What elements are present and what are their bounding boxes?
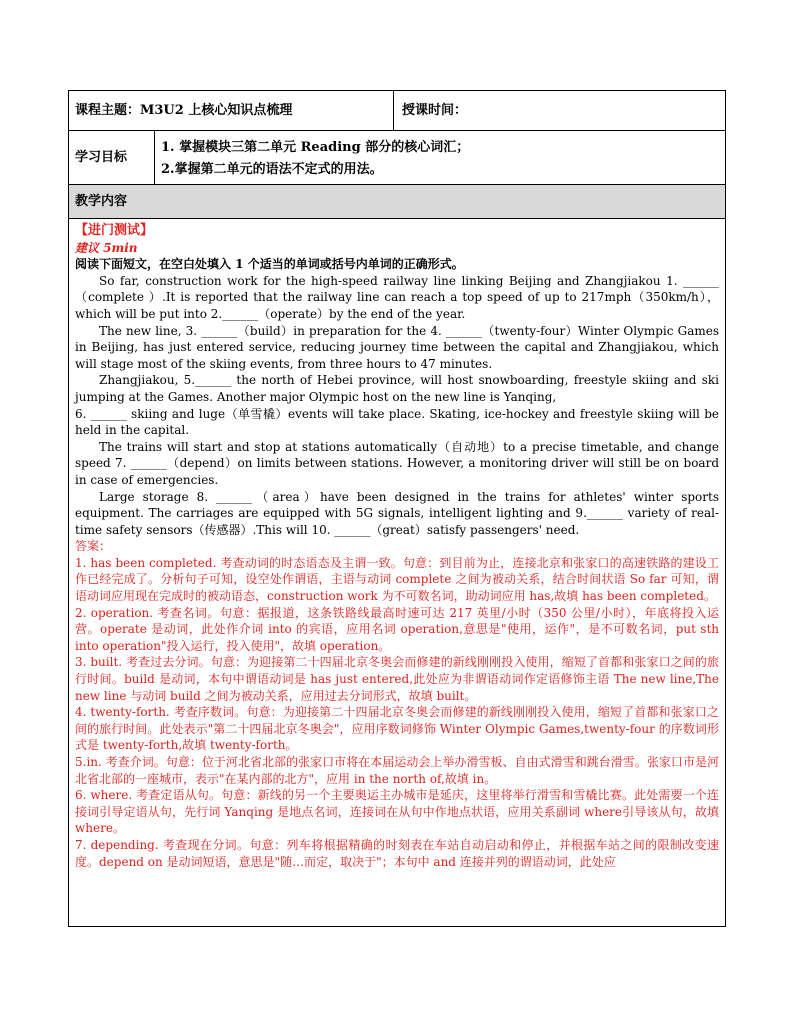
answer-item: 2. operation. 考查名词。句意：据报道，这条铁路线最高时速可达 217 英里/小时（350 公里/小时），年底将投入运营。operate 是动词，此处作介词 into 的宾语，应用名词 operation,意思是"使用，运作"，是不可数名词，put sth into operation"投入运行，投入使用"，故填 operation。 xyxy=(75,605,719,653)
course-topic: 课程主题：M3U2 上核心知识点梳理 xyxy=(69,91,394,130)
lesson-time-label: 授课时间： xyxy=(402,102,468,118)
content-body xyxy=(69,219,725,926)
goal-item: 2.掌握第二单元的语法不定式的用法。 xyxy=(161,162,383,177)
goals-list xyxy=(155,131,725,184)
answer-item: 4. twenty-forth. 考查序数词。句意：为迎接第二十四届北京冬奥会而修建的新线刚刚投入使用，缩短了首都和张家口之间的旅行时间。此处表示"第二十四届北京冬奥会"，应用序数词修饰 Winter Olympic Games,twenty-four 的序数词形式是 twenty-forth,故填 twenty-forth。 xyxy=(75,705,719,753)
passage-paragraph: Large storage 8. ______（area）have been designed in the trains for athletes' winter sports equipment. The carriages are equipped with 5G signals, intelligent lighting and 9.______ variety of real-time safety sensors（传感器）.This will 10. ______（great）satisfy passengers' need. xyxy=(75,489,719,537)
goals-label: 学习目标 xyxy=(69,131,155,184)
suggested-time: 建议 5min xyxy=(75,240,138,255)
lesson-table xyxy=(68,90,726,927)
answer-item: 3. built. 考查过去分词。句意：为迎接第二十四届北京冬奥会而修建的新线刚刚投入使用，缩短了首都和张家口之间的旅行时间。build 是动词，本句中谓语动词是 has just entered,此处应为非谓语动词作定语修饰主语 The new line,The new line 与动词 build 之间为被动关系，应用过去分词形式，故填 built。 xyxy=(75,655,719,703)
passage-paragraph: Zhangjiakou, 5.______ the north of Hebei province, will host snowboarding, freestyle skiing and ski jumping at the Games. Another major Olympic host on the new line is Yanqing, xyxy=(75,373,719,404)
answer-item: 6. where. 考查定语从句。句意：新线的另一个主要奥运主办城市是延庆，这里将举行滑雪和雪橇比赛。此处需要一个连接词引导定语从句，先行词 Yanqing 是地点名词，连接词在从句中作地点状语，应用关系副词 where引导该从句，故填 where。 xyxy=(75,788,719,836)
header-row xyxy=(69,91,725,131)
passage-paragraph: The new line, 3. ______（build）in preparation for the 4. ______（twenty-four）Winter Olympic Games in Beijing, has just entered service, reducing journey time between the capital and Zhangjiakou, which will stage most of the skiing events, from three hours to 47 minutes. xyxy=(75,323,719,371)
section-title: 【进门测试】 xyxy=(75,223,154,238)
answer-item: 7. depending. 考查现在分词。句意：列车将根据精确的时刻表在车站自动启动和停止，并根据车站之间的限制改变速度。depend on 是动词短语，意思是"随…而定，取决于"；本句中 and 连接并列的谓语动词，此处应 xyxy=(75,837,719,869)
answer-item: 1. has been completed. 考查动词的时态语态及主谓一致。句意：到目前为止，连接北京和张家口的高速铁路的建设工作已经完成了。分析句子可知，设空处作谓语，主语与动词 complete 之间为被动关系，结合时间状语 So far 可知，谓语动词应用现在完成时的被动语态，construction work 为不可数名词，助动词应用 has,故填 has been completed。 xyxy=(75,555,719,604)
goal-item: 1. 掌握模块三第二单元 Reading 部分的核心词汇； xyxy=(161,140,470,155)
passage-paragraph: 6. ______ skiing and luge（单雪橇）events will take place. Skating, ice-hockey and freestyle skiing will be held in the capital. xyxy=(75,406,719,438)
content-label-row xyxy=(69,185,725,219)
passage-paragraph: So far, construction work for the high-speed railway line linking Beijing and Zhangjiakou 1. ______（complete ）.It is reported that the railway line can reach a top speed of up to 217mph（350km/h），which will be put into 2.______（operate）by the end of the year. xyxy=(75,273,719,321)
answer-label: 答案： xyxy=(75,539,112,554)
content-row xyxy=(69,219,725,926)
answer-item: 5.in. 考查介词。句意：位于河北省北部的张家口市将在本届运动会上举办滑雪板、自由式滑雪和跳台滑雪。张家口市是河北省北部的一座城市，表示"在某内部的北方"，应用 in the north of,故填 in。 xyxy=(75,755,719,786)
instruction: 阅读下面短文，在空白处填入 1 个适当的单词或括号内单词的正确形式。 xyxy=(75,257,464,272)
content-label: 教学内容 xyxy=(75,193,128,209)
passage-paragraph: The trains will start and stop at stations automatically（自动地）to a precise timetable, and change speed 7. ______（depend）on limits between stations. However, a monitoring driver will still be on board in case of emergencies. xyxy=(75,439,719,487)
goals-row xyxy=(69,131,725,185)
